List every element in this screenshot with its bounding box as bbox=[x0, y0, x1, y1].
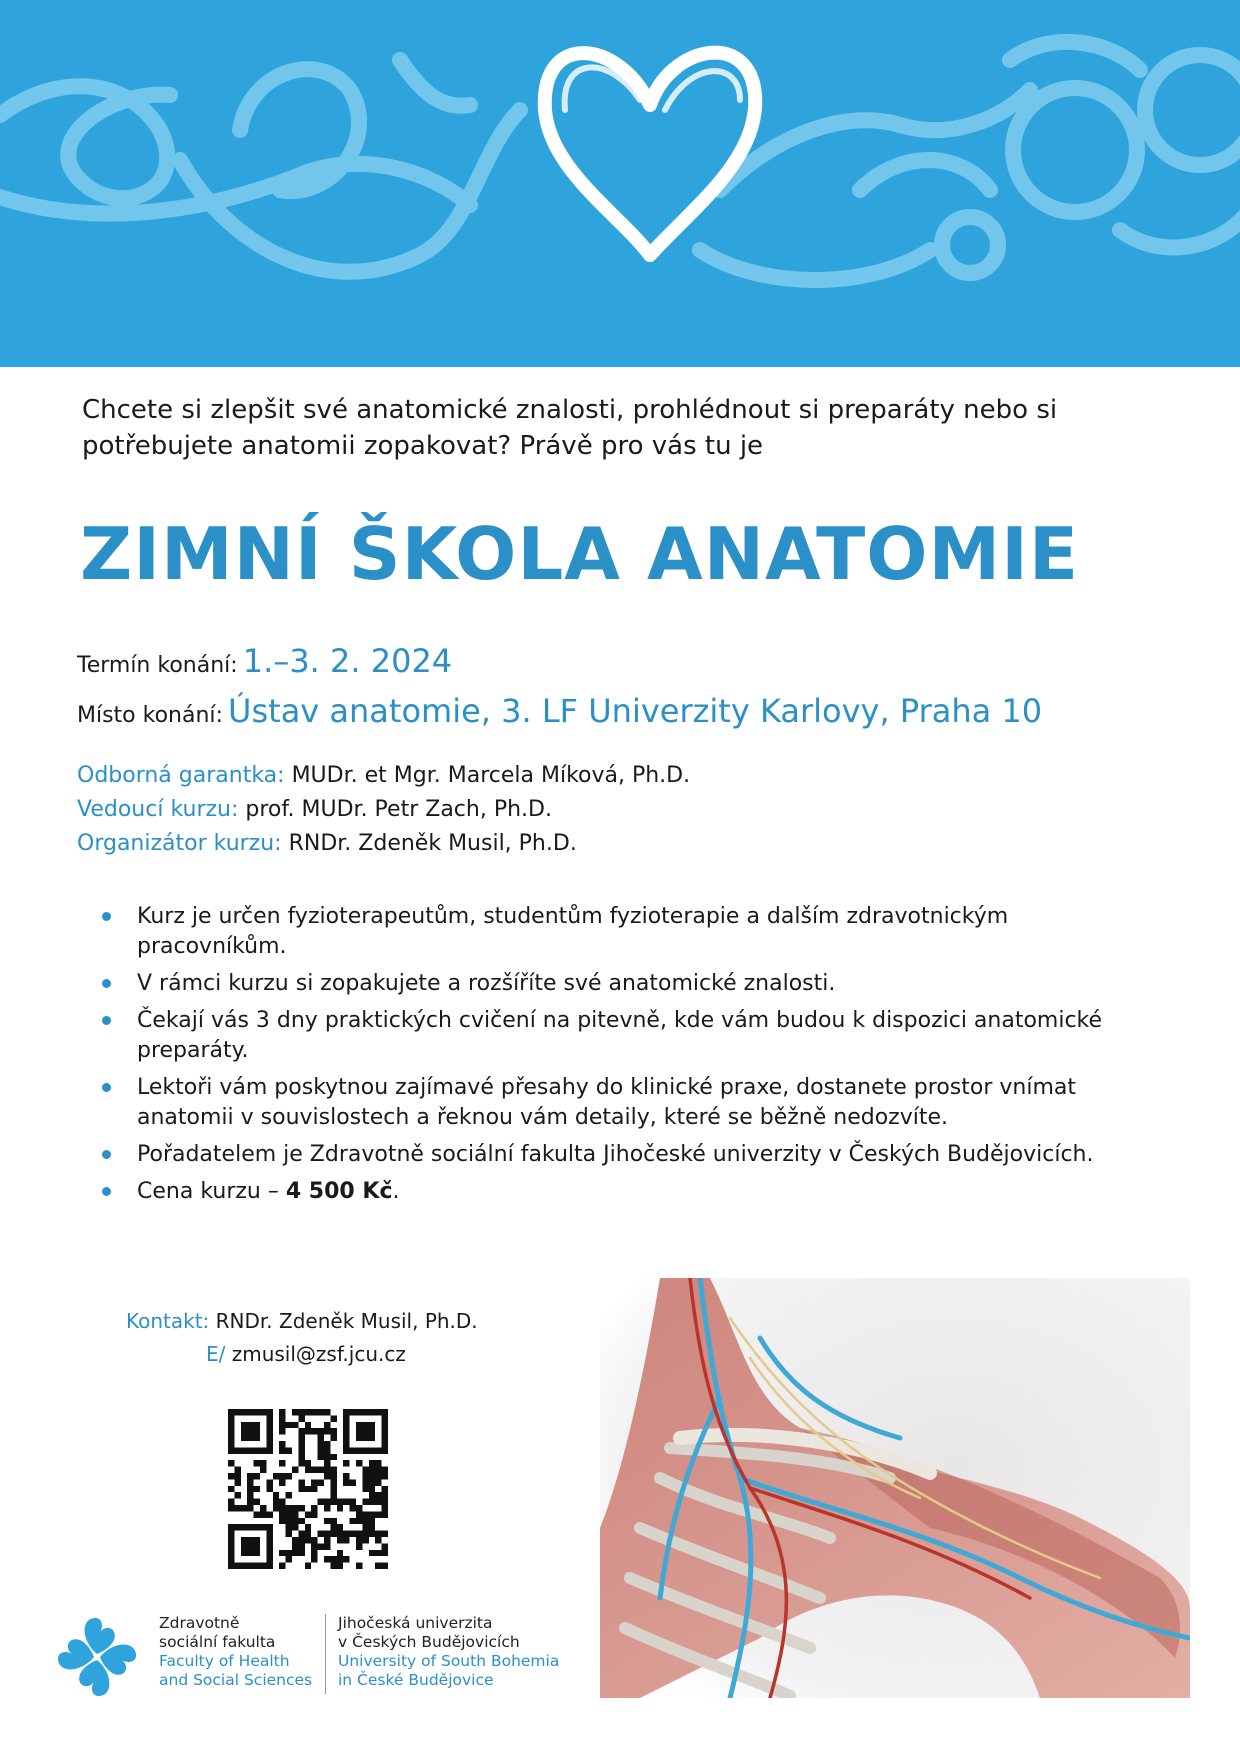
list-item: Cena kurzu – 4 500 Kč. bbox=[100, 1177, 1150, 1207]
intro-line-1: Chcete si zlepšit své anatomické znalosti, prohlédnout si preparáty nebo si bbox=[82, 395, 1058, 425]
email-label: E/ bbox=[206, 1342, 226, 1366]
list-item: Kurz je určen fyzioterapeutům, studentům fyzioterapie a dalším zdravotnickým pracovníkům. bbox=[100, 902, 1150, 962]
list-item: Lektoři vám poskytnou zajímavé přesahy do klinické praxe, dostanete prostor vnímat anatomii v souvislostech a řeknou vám detaily, které se běžně nedozvíte. bbox=[100, 1073, 1150, 1133]
date-row bbox=[77, 642, 452, 680]
course-leader-row bbox=[77, 793, 690, 827]
qr-code bbox=[228, 1409, 388, 1569]
intro-line-2: potřebujete anatomii zopakovat? Právě pro vás tu je bbox=[82, 431, 764, 461]
contact-label: Kontakt: bbox=[126, 1309, 210, 1333]
guarantor-row bbox=[77, 759, 690, 793]
contact-row bbox=[126, 1309, 478, 1333]
organizer-label: Organizátor kurzu: bbox=[77, 831, 282, 856]
date-label: Termín konání: bbox=[77, 653, 238, 678]
organizer-value: RNDr. Zdeněk Musil, Ph.D. bbox=[288, 831, 577, 856]
organizer-row bbox=[77, 827, 690, 861]
place-label: Místo konání: bbox=[77, 703, 223, 728]
price-value: 4 500 Kč bbox=[285, 1179, 393, 1204]
page-title: ZIMNÍ ŠKOLA ANATOMIE bbox=[80, 512, 1080, 596]
bullet-dot-icon bbox=[102, 979, 111, 988]
list-item: Pořadatelem je Zdravotně sociální fakulta Jihočeské univerzity v Českých Budějovicích. bbox=[100, 1140, 1150, 1170]
heart-icon bbox=[545, 53, 755, 255]
anatomy-image bbox=[600, 1278, 1190, 1698]
faculty-logo bbox=[52, 1612, 142, 1706]
contact-name: RNDr. Zdeněk Musil, Ph.D. bbox=[215, 1309, 478, 1333]
place-value: Ústav anatomie, 3. LF Univerzity Karlovy, Praha 10 bbox=[228, 692, 1043, 730]
bullet-dot-icon bbox=[102, 1150, 111, 1159]
people-list bbox=[77, 759, 690, 861]
bullet-dot-icon bbox=[102, 1187, 111, 1196]
faculty-logo-icon bbox=[52, 1612, 142, 1702]
faculty-name: Zdravotně sociální fakulta Faculty of Health and Social Sciences bbox=[159, 1614, 313, 1689]
course-leader-label: Vedoucí kurzu: bbox=[77, 797, 239, 822]
logo-divider bbox=[325, 1614, 326, 1694]
email-link[interactable]: zmusil@zsf.jcu.cz bbox=[231, 1342, 406, 1366]
bullet-dot-icon bbox=[102, 1016, 111, 1025]
qr-code-graphic bbox=[228, 1409, 388, 1569]
course-leader-value: prof. MUDr. Petr Zach, Ph.D. bbox=[245, 797, 552, 822]
intro-text bbox=[82, 392, 1162, 464]
header-banner bbox=[0, 0, 1240, 367]
guarantor-value: MUDr. et Mgr. Marcela Míková, Ph.D. bbox=[291, 763, 691, 788]
anatomy-illustration bbox=[600, 1278, 1190, 1698]
list-item: V rámci kurzu si zopakujete a rozšíříte své anatomické znalosti. bbox=[100, 969, 1150, 999]
university-name: Jihočeská univerzita v Českých Budějovicích University of South Bohemia in České Budějovice bbox=[338, 1614, 560, 1689]
list-item: Čekají vás 3 dny praktických cvičení na pitevně, kde vám budou k dispozici anatomické preparáty. bbox=[100, 1006, 1150, 1066]
place-row bbox=[77, 692, 1042, 730]
email-row bbox=[206, 1342, 406, 1366]
guarantor-label: Odborná garantka: bbox=[77, 763, 285, 788]
banner-brush-pattern bbox=[0, 0, 1240, 367]
bullet-dot-icon bbox=[102, 912, 111, 921]
bullet-dot-icon bbox=[102, 1083, 111, 1092]
info-bullet-list bbox=[100, 902, 1150, 1214]
date-value: 1.–3. 2. 2024 bbox=[242, 642, 453, 680]
